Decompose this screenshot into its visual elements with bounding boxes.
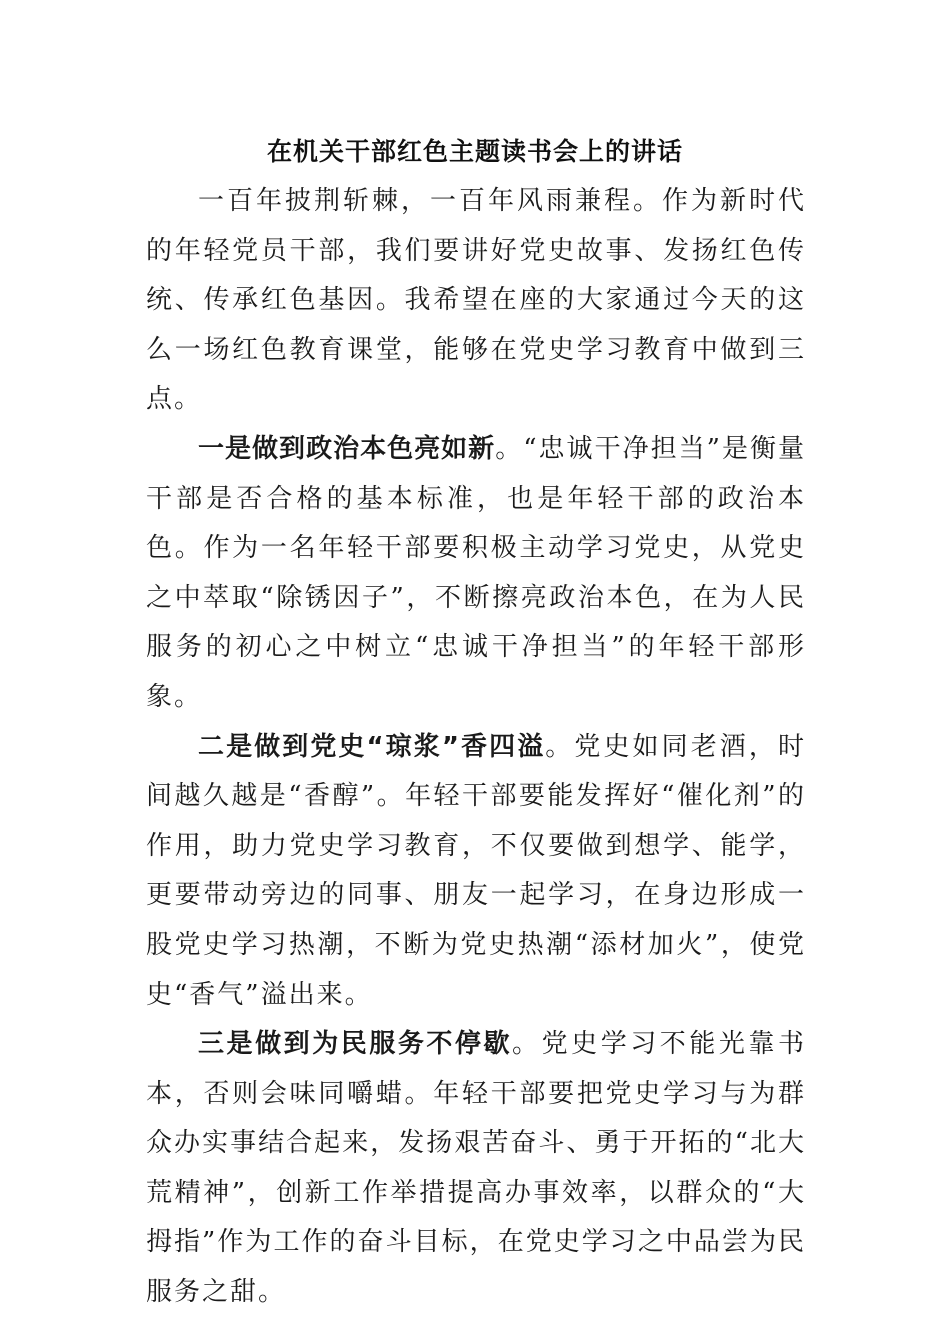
paragraph-point-two — [146, 723, 806, 1021]
paragraph-text: 。党史如同老酒，时间越久越是“香醇”。年轻干部要能发挥好“催化剂”的作用，助力党史学习教育，不仅要做到想学、能学，更要带动旁边的同事、朋友一起学习，在身边形成一股党史学习热潮，不断为党史热潮“添材加火”，使党史“香气”溢出来。 — [146, 731, 806, 1010]
paragraph-point-one — [146, 425, 806, 723]
paragraph-point-three — [146, 1020, 806, 1318]
document-title: 在机关干部红色主题读书会上的讲话 — [266, 137, 683, 166]
paragraph-text: 一百年披荆斩棘，一百年风雨兼程。作为新时代的年轻党员干部，我们要讲好党史故事、发扬红色传统、传承红色基因。我希望在座的大家通过今天的这么一场红色教育课堂，能够在党史学习教育中做到三点。 — [146, 186, 806, 415]
paragraph-lead: 二是做到党史“琼浆”香四溢 — [198, 731, 546, 762]
paragraph-lead: 三是做到为民服务不停歇 — [198, 1029, 513, 1060]
paragraph-lead: 一是做到政治本色亮如新 — [198, 433, 496, 464]
paragraph-intro — [146, 177, 806, 425]
paragraph-text: 。“忠诚干净担当”是衡量干部是否合格的基本标准，也是年轻干部的政治本色。作为一名年轻干部要积极主动学习党史，从党史之中萃取“除锈因子”，不断擦亮政治本色，在为人民服务的初心之中树立“忠诚干净担当”的年轻干部形象。 — [146, 433, 806, 712]
paragraph-text: 。党史学习不能光靠书本，否则会味同嚼蜡。年轻干部要把党史学习与为群众办实事结合起来，发扬艰苦奋斗、勇于开拓的“北大荒精神”，创新工作举措提高办事效率，以群众的“大拇指”作为工作的奋斗目标，在党史学习之中品尝为民服务之甜。 — [146, 1029, 806, 1308]
document-body — [146, 177, 806, 1318]
